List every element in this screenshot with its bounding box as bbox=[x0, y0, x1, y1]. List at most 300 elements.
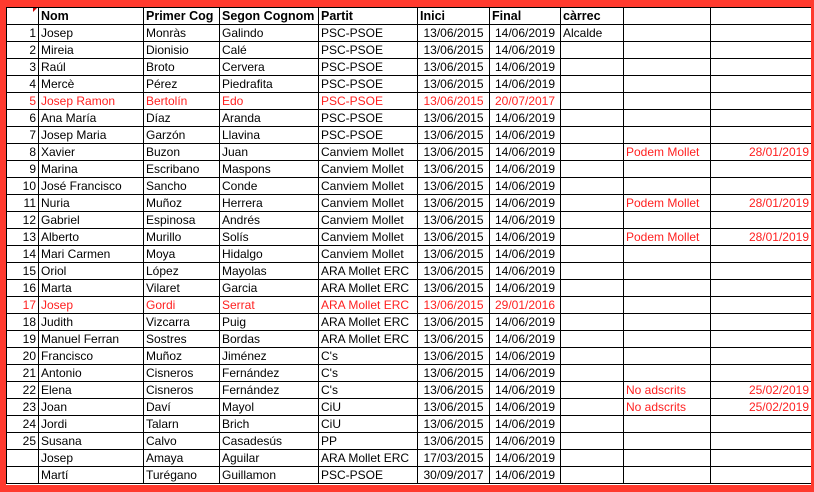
cell-primer-cognom[interactable]: Díaz bbox=[144, 110, 220, 127]
cell-num[interactable]: 1 bbox=[7, 25, 39, 42]
cell-carrec[interactable] bbox=[561, 365, 624, 382]
cell-partit[interactable]: ARA Mollet ERC bbox=[319, 450, 418, 467]
cell-num[interactable]: 2 bbox=[7, 42, 39, 59]
cell-segon-cognom[interactable]: Garcia bbox=[220, 280, 319, 297]
cell-nom[interactable]: Francisco bbox=[39, 348, 144, 365]
cell-partit[interactable]: CiU bbox=[319, 416, 418, 433]
cell-extra2[interactable] bbox=[711, 246, 812, 263]
cell-nom[interactable]: Xavier bbox=[39, 144, 144, 161]
cell-nom[interactable]: Oriol bbox=[39, 263, 144, 280]
cell-primer-cognom[interactable]: Sostres bbox=[144, 331, 220, 348]
cell-inici[interactable]: 13/06/2015 bbox=[418, 42, 490, 59]
cell-final[interactable]: 14/06/2019 bbox=[490, 110, 561, 127]
cell-partit[interactable]: C's bbox=[319, 348, 418, 365]
cell-extra1[interactable] bbox=[624, 127, 711, 144]
cell-nom[interactable]: José Francisco bbox=[39, 178, 144, 195]
cell-segon-cognom[interactable]: Fernández bbox=[220, 365, 319, 382]
cell-final[interactable]: 14/06/2019 bbox=[490, 212, 561, 229]
cell-partit[interactable]: PSC-PSOE bbox=[319, 42, 418, 59]
header-cell-carrec[interactable]: càrrec bbox=[561, 8, 624, 25]
cell-num[interactable]: 4 bbox=[7, 76, 39, 93]
header-cell-primer-cognom[interactable]: Primer Cog bbox=[144, 8, 220, 25]
cell-extra1[interactable] bbox=[624, 93, 711, 110]
cell-carrec[interactable] bbox=[561, 195, 624, 212]
cell-segon-cognom[interactable]: Piedrafita bbox=[220, 76, 319, 93]
cell-inici[interactable]: 13/06/2015 bbox=[418, 263, 490, 280]
cell-partit[interactable]: C's bbox=[319, 382, 418, 399]
cell-final[interactable]: 14/06/2019 bbox=[490, 127, 561, 144]
cell-carrec[interactable] bbox=[561, 399, 624, 416]
cell-carrec[interactable] bbox=[561, 416, 624, 433]
cell-extra2[interactable] bbox=[711, 467, 812, 484]
cell-final[interactable]: 14/06/2019 bbox=[490, 246, 561, 263]
header-cell-segon-cognom[interactable]: Segon Cognom bbox=[220, 8, 319, 25]
cell-inici[interactable]: 13/06/2015 bbox=[418, 161, 490, 178]
cell-partit[interactable]: Canviem Mollet bbox=[319, 212, 418, 229]
cell-inici[interactable]: 13/06/2015 bbox=[418, 59, 490, 76]
cell-primer-cognom[interactable]: Vilaret bbox=[144, 280, 220, 297]
cell-nom[interactable]: Josep Ramon bbox=[39, 93, 144, 110]
cell-nom[interactable]: Josep bbox=[39, 25, 144, 42]
cell-nom[interactable]: Josep bbox=[39, 297, 144, 314]
cell-extra1[interactable] bbox=[624, 416, 711, 433]
cell-extra2[interactable] bbox=[711, 263, 812, 280]
cell-extra2[interactable] bbox=[711, 178, 812, 195]
cell-carrec[interactable] bbox=[561, 297, 624, 314]
councillors-table bbox=[6, 7, 812, 484]
cell-extra1[interactable]: Podem Mollet bbox=[624, 229, 711, 246]
cell-segon-cognom[interactable]: Bordas bbox=[220, 331, 319, 348]
header-cell-final[interactable]: Final bbox=[490, 8, 561, 25]
cell-inici[interactable]: 13/06/2015 bbox=[418, 127, 490, 144]
cell-extra1[interactable] bbox=[624, 76, 711, 93]
header-cell-num[interactable] bbox=[7, 8, 39, 25]
cell-primer-cognom[interactable]: Muñoz bbox=[144, 348, 220, 365]
cell-inici[interactable]: 13/06/2015 bbox=[418, 280, 490, 297]
cell-extra2[interactable] bbox=[711, 297, 812, 314]
cell-partit[interactable]: PSC-PSOE bbox=[319, 93, 418, 110]
cell-primer-cognom[interactable]: Garzón bbox=[144, 127, 220, 144]
cell-extra1[interactable] bbox=[624, 365, 711, 382]
cell-num[interactable]: 12 bbox=[7, 212, 39, 229]
cell-extra2[interactable] bbox=[711, 161, 812, 178]
cell-extra1[interactable] bbox=[624, 348, 711, 365]
cell-final[interactable]: 14/06/2019 bbox=[490, 42, 561, 59]
cell-segon-cognom[interactable]: Llavina bbox=[220, 127, 319, 144]
cell-extra1[interactable] bbox=[624, 42, 711, 59]
cell-num[interactable]: 22 bbox=[7, 382, 39, 399]
cell-segon-cognom[interactable]: Cervera bbox=[220, 59, 319, 76]
cell-segon-cognom[interactable]: Serrat bbox=[220, 297, 319, 314]
cell-carrec[interactable] bbox=[561, 467, 624, 484]
cell-segon-cognom[interactable]: Conde bbox=[220, 178, 319, 195]
cell-num[interactable]: 5 bbox=[7, 93, 39, 110]
cell-segon-cognom[interactable]: Calé bbox=[220, 42, 319, 59]
cell-num[interactable]: 6 bbox=[7, 110, 39, 127]
cell-segon-cognom[interactable]: Fernández bbox=[220, 382, 319, 399]
cell-nom[interactable]: Martí bbox=[39, 467, 144, 484]
cell-partit[interactable]: Canviem Mollet bbox=[319, 161, 418, 178]
cell-segon-cognom[interactable]: Jiménez bbox=[220, 348, 319, 365]
cell-extra1[interactable] bbox=[624, 297, 711, 314]
cell-primer-cognom[interactable]: Dionisio bbox=[144, 42, 220, 59]
cell-primer-cognom[interactable]: Buzon bbox=[144, 144, 220, 161]
cell-nom[interactable]: Gabriel bbox=[39, 212, 144, 229]
cell-carrec[interactable] bbox=[561, 110, 624, 127]
cell-partit[interactable]: Canviem Mollet bbox=[319, 229, 418, 246]
cell-extra2[interactable] bbox=[711, 433, 812, 450]
cell-inici[interactable]: 13/06/2015 bbox=[418, 382, 490, 399]
cell-segon-cognom[interactable]: Galindo bbox=[220, 25, 319, 42]
cell-carrec[interactable]: Alcalde bbox=[561, 25, 624, 42]
cell-extra1[interactable] bbox=[624, 450, 711, 467]
cell-final[interactable]: 14/06/2019 bbox=[490, 59, 561, 76]
cell-inici[interactable]: 13/06/2015 bbox=[418, 229, 490, 246]
cell-inici[interactable]: 13/06/2015 bbox=[418, 110, 490, 127]
cell-num[interactable]: 10 bbox=[7, 178, 39, 195]
cell-carrec[interactable] bbox=[561, 331, 624, 348]
cell-primer-cognom[interactable]: Sancho bbox=[144, 178, 220, 195]
cell-nom[interactable]: Mercè bbox=[39, 76, 144, 93]
cell-partit[interactable]: PSC-PSOE bbox=[319, 25, 418, 42]
cell-extra2[interactable] bbox=[711, 450, 812, 467]
cell-primer-cognom[interactable]: Daví bbox=[144, 399, 220, 416]
cell-carrec[interactable] bbox=[561, 263, 624, 280]
table-row bbox=[7, 76, 812, 93]
cell-partit[interactable]: ARA Mollet ERC bbox=[319, 263, 418, 280]
cell-nom[interactable]: Mari Carmen bbox=[39, 246, 144, 263]
cell-nom[interactable]: Susana bbox=[39, 433, 144, 450]
cell-extra2[interactable] bbox=[711, 93, 812, 110]
cell-num[interactable]: 20 bbox=[7, 348, 39, 365]
cell-extra2[interactable] bbox=[711, 314, 812, 331]
cell-primer-cognom[interactable]: Moya bbox=[144, 246, 220, 263]
cell-extra1[interactable] bbox=[624, 280, 711, 297]
cell-num[interactable]: 8 bbox=[7, 144, 39, 161]
cell-segon-cognom[interactable]: Juan bbox=[220, 144, 319, 161]
cell-num[interactable]: 18 bbox=[7, 314, 39, 331]
cell-extra1[interactable]: Podem Mollet bbox=[624, 195, 711, 212]
cell-inici[interactable]: 13/06/2015 bbox=[418, 314, 490, 331]
table-row bbox=[7, 314, 812, 331]
cell-carrec[interactable] bbox=[561, 348, 624, 365]
cell-extra1[interactable] bbox=[624, 25, 711, 42]
cell-extra2[interactable] bbox=[711, 212, 812, 229]
cell-primer-cognom[interactable]: Muñoz bbox=[144, 195, 220, 212]
cell-inici[interactable]: 13/06/2015 bbox=[418, 416, 490, 433]
cell-inici[interactable]: 13/06/2015 bbox=[418, 212, 490, 229]
cell-final[interactable]: 14/06/2019 bbox=[490, 195, 561, 212]
cell-nom[interactable]: Ana María bbox=[39, 110, 144, 127]
cell-partit[interactable]: Canviem Mollet bbox=[319, 178, 418, 195]
cell-primer-cognom[interactable]: Pérez bbox=[144, 76, 220, 93]
cell-num[interactable]: 23 bbox=[7, 399, 39, 416]
cell-segon-cognom[interactable]: Solís bbox=[220, 229, 319, 246]
cell-final[interactable]: 14/06/2019 bbox=[490, 348, 561, 365]
cell-inici[interactable]: 13/06/2015 bbox=[418, 297, 490, 314]
cell-primer-cognom[interactable]: Murillo bbox=[144, 229, 220, 246]
cell-nom[interactable]: Marina bbox=[39, 161, 144, 178]
cell-nom[interactable]: Mireia bbox=[39, 42, 144, 59]
cell-primer-cognom[interactable]: Amaya bbox=[144, 450, 220, 467]
cell-extra2[interactable] bbox=[711, 42, 812, 59]
cell-inici[interactable]: 13/06/2015 bbox=[418, 331, 490, 348]
cell-inici[interactable]: 13/06/2015 bbox=[418, 348, 490, 365]
cell-extra2[interactable] bbox=[711, 110, 812, 127]
cell-num[interactable] bbox=[7, 467, 39, 484]
cell-num[interactable] bbox=[7, 450, 39, 467]
cell-primer-cognom[interactable]: Bertolín bbox=[144, 93, 220, 110]
header-cell-nom[interactable]: Nom bbox=[39, 8, 144, 25]
cell-carrec[interactable] bbox=[561, 280, 624, 297]
cell-partit[interactable]: ARA Mollet ERC bbox=[319, 297, 418, 314]
cell-carrec[interactable] bbox=[561, 76, 624, 93]
cell-nom[interactable]: Elena bbox=[39, 382, 144, 399]
cell-nom[interactable]: Josep bbox=[39, 450, 144, 467]
cell-nom[interactable]: Antonio bbox=[39, 365, 144, 382]
cell-extra1[interactable] bbox=[624, 178, 711, 195]
cell-num[interactable]: 21 bbox=[7, 365, 39, 382]
cell-final[interactable]: 14/06/2019 bbox=[490, 382, 561, 399]
cell-extra1[interactable] bbox=[624, 331, 711, 348]
cell-nom[interactable]: Marta bbox=[39, 280, 144, 297]
table-row bbox=[7, 212, 812, 229]
cell-segon-cognom[interactable]: Andrés bbox=[220, 212, 319, 229]
cell-extra1[interactable] bbox=[624, 59, 711, 76]
cell-primer-cognom[interactable]: Talarn bbox=[144, 416, 220, 433]
cell-primer-cognom[interactable]: Escribano bbox=[144, 161, 220, 178]
cell-segon-cognom[interactable]: Mayol bbox=[220, 399, 319, 416]
cell-partit[interactable]: PSC-PSOE bbox=[319, 76, 418, 93]
cell-primer-cognom[interactable]: Gordi bbox=[144, 297, 220, 314]
cell-nom[interactable]: Manuel Ferran bbox=[39, 331, 144, 348]
cell-segon-cognom[interactable]: Maspons bbox=[220, 161, 319, 178]
cell-segon-cognom[interactable]: Aguilar bbox=[220, 450, 319, 467]
cell-inici[interactable]: 13/06/2015 bbox=[418, 144, 490, 161]
table-row bbox=[7, 42, 812, 59]
cell-extra1[interactable] bbox=[624, 110, 711, 127]
header-cell-extra1[interactable] bbox=[624, 8, 711, 25]
cell-extra2[interactable]: 28/01/2019 bbox=[711, 229, 812, 246]
cell-inici[interactable]: 17/03/2015 bbox=[418, 450, 490, 467]
cell-final[interactable]: 14/06/2019 bbox=[490, 399, 561, 416]
cell-nom[interactable]: Joan bbox=[39, 399, 144, 416]
cell-final[interactable]: 14/06/2019 bbox=[490, 178, 561, 195]
cell-primer-cognom[interactable]: Cisneros bbox=[144, 365, 220, 382]
cell-carrec[interactable] bbox=[561, 450, 624, 467]
cell-segon-cognom[interactable]: Aranda bbox=[220, 110, 319, 127]
cell-carrec[interactable] bbox=[561, 59, 624, 76]
table-row bbox=[7, 297, 812, 314]
cell-extra2[interactable] bbox=[711, 416, 812, 433]
cell-final[interactable]: 14/06/2019 bbox=[490, 433, 561, 450]
cell-partit[interactable]: PSC-PSOE bbox=[319, 467, 418, 484]
header-cell-inici[interactable]: Inici bbox=[418, 8, 490, 25]
cell-partit[interactable]: Canviem Mollet bbox=[319, 144, 418, 161]
table-row bbox=[7, 229, 812, 246]
table-row bbox=[7, 93, 812, 110]
cell-extra2[interactable] bbox=[711, 365, 812, 382]
table-row bbox=[7, 348, 812, 365]
cell-num[interactable]: 3 bbox=[7, 59, 39, 76]
cell-primer-cognom[interactable]: Turégano bbox=[144, 467, 220, 484]
cell-primer-cognom[interactable]: Vizcarra bbox=[144, 314, 220, 331]
cell-segon-cognom[interactable]: Edo bbox=[220, 93, 319, 110]
cell-carrec[interactable] bbox=[561, 178, 624, 195]
cell-partit[interactable]: PSC-PSOE bbox=[319, 110, 418, 127]
cell-partit[interactable]: Canviem Mollet bbox=[319, 246, 418, 263]
cell-extra2[interactable]: 28/01/2019 bbox=[711, 195, 812, 212]
cell-carrec[interactable] bbox=[561, 93, 624, 110]
cell-num[interactable]: 9 bbox=[7, 161, 39, 178]
cell-inici[interactable]: 13/06/2015 bbox=[418, 25, 490, 42]
cell-partit[interactable]: ARA Mollet ERC bbox=[319, 331, 418, 348]
cell-segon-cognom[interactable]: Mayolas bbox=[220, 263, 319, 280]
cell-carrec[interactable] bbox=[561, 433, 624, 450]
cell-inici[interactable]: 30/09/2017 bbox=[418, 467, 490, 484]
cell-nom[interactable]: Josep Maria bbox=[39, 127, 144, 144]
cell-extra2[interactable] bbox=[711, 59, 812, 76]
cell-final[interactable]: 20/07/2017 bbox=[490, 93, 561, 110]
cell-nom[interactable]: Alberto bbox=[39, 229, 144, 246]
cell-segon-cognom[interactable]: Puig bbox=[220, 314, 319, 331]
table-row bbox=[7, 127, 812, 144]
cell-final[interactable]: 14/06/2019 bbox=[490, 76, 561, 93]
cell-inici[interactable]: 13/06/2015 bbox=[418, 399, 490, 416]
cell-nom[interactable]: Judith bbox=[39, 314, 144, 331]
cell-carrec[interactable] bbox=[561, 42, 624, 59]
table-row bbox=[7, 399, 812, 416]
cell-num[interactable]: 25 bbox=[7, 433, 39, 450]
cell-primer-cognom[interactable]: Monràs bbox=[144, 25, 220, 42]
cell-carrec[interactable] bbox=[561, 314, 624, 331]
cell-carrec[interactable] bbox=[561, 382, 624, 399]
cell-segon-cognom[interactable]: Herrera bbox=[220, 195, 319, 212]
cell-final[interactable]: 14/06/2019 bbox=[490, 331, 561, 348]
table-row bbox=[7, 195, 812, 212]
cell-final[interactable]: 14/06/2019 bbox=[490, 161, 561, 178]
cell-primer-cognom[interactable]: Broto bbox=[144, 59, 220, 76]
cell-extra2[interactable]: 25/02/2019 bbox=[711, 382, 812, 399]
cell-carrec[interactable] bbox=[561, 161, 624, 178]
cell-extra1[interactable]: No adscrits bbox=[624, 399, 711, 416]
table-row bbox=[7, 467, 812, 484]
cell-primer-cognom[interactable]: Cisneros bbox=[144, 382, 220, 399]
cell-extra1[interactable] bbox=[624, 433, 711, 450]
cell-carrec[interactable] bbox=[561, 246, 624, 263]
table-row bbox=[7, 416, 812, 433]
cell-num[interactable]: 15 bbox=[7, 263, 39, 280]
cell-partit[interactable]: C's bbox=[319, 365, 418, 382]
cell-final[interactable]: 14/06/2019 bbox=[490, 416, 561, 433]
cell-final[interactable]: 29/01/2016 bbox=[490, 297, 561, 314]
cell-nom[interactable]: Raúl bbox=[39, 59, 144, 76]
table-row bbox=[7, 161, 812, 178]
cell-segon-cognom[interactable]: Guillamon bbox=[220, 467, 319, 484]
cell-inici[interactable]: 13/06/2015 bbox=[418, 93, 490, 110]
cell-carrec[interactable] bbox=[561, 212, 624, 229]
cell-carrec[interactable] bbox=[561, 127, 624, 144]
header-cell-extra2[interactable] bbox=[711, 8, 812, 25]
cell-extra1[interactable] bbox=[624, 246, 711, 263]
cell-carrec[interactable] bbox=[561, 144, 624, 161]
cell-extra2[interactable] bbox=[711, 280, 812, 297]
cell-num[interactable]: 16 bbox=[7, 280, 39, 297]
cell-extra1[interactable] bbox=[624, 212, 711, 229]
cell-final[interactable]: 14/06/2019 bbox=[490, 263, 561, 280]
cell-partit[interactable]: PSC-PSOE bbox=[319, 59, 418, 76]
cell-extra2[interactable] bbox=[711, 127, 812, 144]
cell-extra1[interactable] bbox=[624, 161, 711, 178]
cell-num[interactable]: 7 bbox=[7, 127, 39, 144]
cell-inici[interactable]: 13/06/2015 bbox=[418, 365, 490, 382]
cell-nom[interactable]: Jordi bbox=[39, 416, 144, 433]
cell-partit[interactable]: ARA Mollet ERC bbox=[319, 280, 418, 297]
cell-num[interactable]: 11 bbox=[7, 195, 39, 212]
cell-primer-cognom[interactable]: López bbox=[144, 263, 220, 280]
table-row bbox=[7, 25, 812, 42]
cell-nom[interactable]: Nuria bbox=[39, 195, 144, 212]
cell-num[interactable]: 13 bbox=[7, 229, 39, 246]
cell-final[interactable]: 14/06/2019 bbox=[490, 467, 561, 484]
table-row bbox=[7, 263, 812, 280]
cell-segon-cognom[interactable]: Casadesús bbox=[220, 433, 319, 450]
table-row bbox=[7, 246, 812, 263]
cell-extra1[interactable]: Podem Mollet bbox=[624, 144, 711, 161]
header-cell-partit[interactable]: Partit bbox=[319, 8, 418, 25]
cell-primer-cognom[interactable]: Espinosa bbox=[144, 212, 220, 229]
cell-num[interactable]: 19 bbox=[7, 331, 39, 348]
cell-inici[interactable]: 13/06/2015 bbox=[418, 76, 490, 93]
cell-extra1[interactable]: No adscrits bbox=[624, 382, 711, 399]
cell-inici[interactable]: 13/06/2015 bbox=[418, 246, 490, 263]
cell-num[interactable]: 24 bbox=[7, 416, 39, 433]
cell-final[interactable]: 14/06/2019 bbox=[490, 280, 561, 297]
cell-carrec[interactable] bbox=[561, 229, 624, 246]
cell-segon-cognom[interactable]: Brich bbox=[220, 416, 319, 433]
table-row bbox=[7, 178, 812, 195]
cell-extra2[interactable] bbox=[711, 348, 812, 365]
cell-inici[interactable]: 13/06/2015 bbox=[418, 178, 490, 195]
cell-num[interactable]: 17 bbox=[7, 297, 39, 314]
cell-inici[interactable]: 13/06/2015 bbox=[418, 195, 490, 212]
cell-final[interactable]: 14/06/2019 bbox=[490, 229, 561, 246]
cell-extra2[interactable] bbox=[711, 76, 812, 93]
cell-extra2[interactable] bbox=[711, 25, 812, 42]
cell-extra1[interactable] bbox=[624, 263, 711, 280]
cell-num[interactable]: 14 bbox=[7, 246, 39, 263]
cell-final[interactable]: 14/06/2019 bbox=[490, 25, 561, 42]
cell-segon-cognom[interactable]: Hidalgo bbox=[220, 246, 319, 263]
cell-extra2[interactable]: 25/02/2019 bbox=[711, 399, 812, 416]
cell-extra2[interactable]: 28/01/2019 bbox=[711, 144, 812, 161]
cell-partit[interactable]: CiU bbox=[319, 399, 418, 416]
cell-final[interactable]: 14/06/2019 bbox=[490, 450, 561, 467]
cell-extra1[interactable] bbox=[624, 467, 711, 484]
cell-partit[interactable]: ARA Mollet ERC bbox=[319, 314, 418, 331]
cell-primer-cognom[interactable]: Calvo bbox=[144, 433, 220, 450]
cell-inici[interactable]: 13/06/2015 bbox=[418, 433, 490, 450]
cell-extra1[interactable] bbox=[624, 314, 711, 331]
cell-partit[interactable]: Canviem Mollet bbox=[319, 195, 418, 212]
cell-partit[interactable]: PSC-PSOE bbox=[319, 127, 418, 144]
cell-final[interactable]: 14/06/2019 bbox=[490, 365, 561, 382]
cell-final[interactable]: 14/06/2019 bbox=[490, 314, 561, 331]
cell-final[interactable]: 14/06/2019 bbox=[490, 144, 561, 161]
cell-partit[interactable]: PP bbox=[319, 433, 418, 450]
header-row bbox=[7, 8, 812, 25]
cell-extra2[interactable] bbox=[711, 331, 812, 348]
